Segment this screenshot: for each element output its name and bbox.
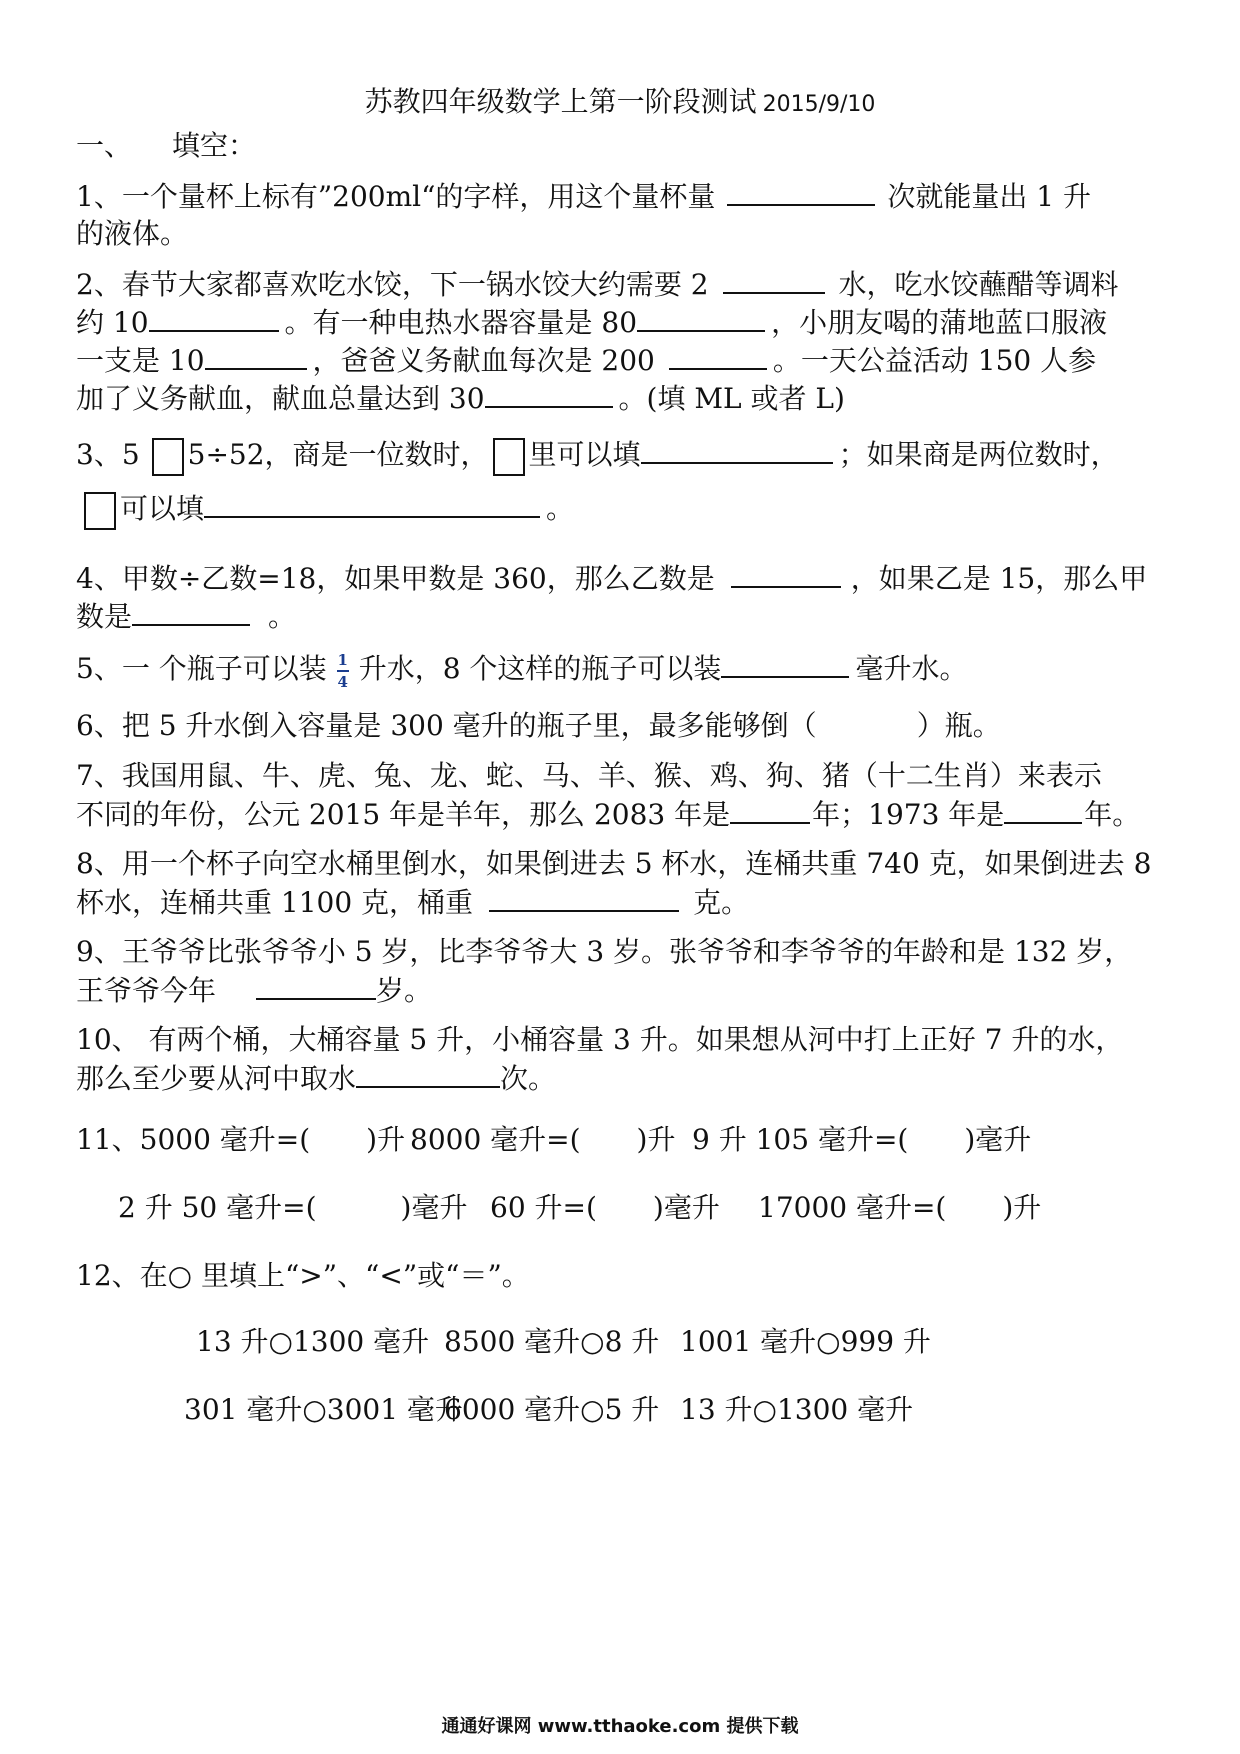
q3-blank-1[interactable]: [641, 434, 833, 464]
fraction-numerator: 1: [337, 650, 348, 669]
q8-text-3: 克。: [693, 886, 750, 919]
q11-item-5: 60 升=( )毫升: [490, 1191, 720, 1224]
q9-text-3: 岁。: [376, 974, 433, 1007]
q8-blank[interactable]: [489, 882, 679, 912]
q3-box-1[interactable]: [152, 438, 184, 476]
footer-source: 通通好课网 www.tthaoke.com 提供下载: [441, 1716, 799, 1737]
q7-text-3: 年；1973 年是: [812, 798, 1005, 831]
question-2-line-2: [76, 302, 1107, 343]
q2-text-9: 加了义务献血，献血总量达到 30: [76, 382, 485, 415]
question-3-line-1: [76, 434, 1119, 476]
q9-text-2: 王爷爷今年: [76, 974, 217, 1007]
q2-text-2: 水，吃水饺蘸醋等调料: [838, 268, 1119, 301]
q3-text-3: 里可以填: [528, 438, 641, 471]
q1-text-3: 的液体。: [76, 217, 189, 250]
section-label: 填空：: [172, 129, 257, 162]
q12-item-3: 1001 毫升○999 升: [680, 1325, 931, 1358]
q12-item-4: 301 毫升○3001 毫升: [184, 1393, 463, 1426]
question-10-line-2: [76, 1058, 556, 1099]
q2-text-7: ，爸爸义务献血每次是 200: [312, 344, 655, 377]
question-9-line-2: [76, 970, 432, 1011]
question-6: [76, 706, 1001, 746]
question-2-line-4: [76, 378, 845, 419]
q10-text-2: 那么至少要从河中取水: [76, 1062, 357, 1095]
question-1-line-2: [76, 214, 188, 254]
q3-text-2: 5÷52，商是一位数时，: [187, 438, 489, 471]
q10-text-3: 次。: [500, 1062, 557, 1095]
question-5: [76, 648, 967, 689]
q8-text: 8、用一个杯子向空水桶里倒水，如果倒进去 5 杯水，连桶共重 740 克，如果倒进去 8: [76, 847, 1152, 880]
q6-text: 6、把 5 升水倒入容量是 300 毫升的瓶子里，最多能够倒（: [76, 709, 817, 742]
q4-text-2: ，如果乙是 15，那么甲: [850, 562, 1148, 595]
page-title: [0, 82, 1240, 125]
q3-box-3[interactable]: [84, 492, 116, 530]
q2-text-3: 约 10: [76, 306, 149, 339]
section-number: 一、: [76, 129, 133, 162]
q5-text: 5、一 个瓶子可以装: [76, 652, 327, 685]
q11-item-3: 9 升 105 毫升=( )毫升: [692, 1123, 1032, 1156]
fraction-one-quarter: [337, 650, 349, 691]
question-7-line-2: [76, 794, 1140, 835]
q2-text: 2、春节大家都喜欢吃水饺，下一锅水饺大约需要 2: [76, 268, 709, 301]
question-8-line-2: [76, 882, 749, 923]
q9-blank[interactable]: [256, 970, 376, 1000]
question-12: 12、在○ 里填上“>”、“<”或“＝”。: [76, 1259, 530, 1292]
q12-item-5: 6000 毫升○5 升: [444, 1393, 660, 1426]
q11-item-4: 2 升 50 毫升=( )毫升: [118, 1191, 468, 1224]
q2-text-10: 。(填 ML 或者 L): [618, 382, 845, 415]
q9-text: 9、王爷爷比张爷爷小 5 岁，比李爷爷大 3 岁。张爷爷和李爷爷的年龄和是 132 岁，: [76, 935, 1133, 968]
q3-blank-2[interactable]: [204, 488, 540, 518]
title-date: 2015/9/10: [762, 92, 876, 117]
q1-text-2: 次就能量出 1 升: [887, 180, 1092, 213]
q2-blank-2[interactable]: [149, 302, 279, 332]
q7-blank-1[interactable]: [730, 794, 810, 824]
q3-box-2[interactable]: [493, 438, 525, 476]
question-4-line-2: [76, 596, 296, 637]
question-2-line-3: [76, 340, 1096, 381]
q10-text: 10、 有两个桶，大桶容量 5 升，小桶容量 3 升。如果想从河中打上正好 7 升的水，: [76, 1023, 1124, 1056]
q2-text-5: ，小朋友喝的蒲地蓝口服液: [771, 306, 1108, 339]
q3-text-4: ；如果商是两位数时，: [838, 438, 1119, 471]
q7-text-4: 年。: [1084, 798, 1141, 831]
q7-text: 7、我国用鼠、牛、虎、兔、龙、蛇、马、羊、猴、鸡、狗、猪（十二生肖）来表示: [76, 759, 1102, 792]
fraction-bar: [337, 670, 349, 672]
q6-text-2: ）瓶。: [916, 709, 1001, 742]
q4-text-3: 数是: [76, 600, 133, 633]
q2-blank-6[interactable]: [485, 378, 613, 408]
q4-text-4: 。: [268, 600, 297, 633]
section-heading: [76, 126, 256, 166]
q11-item-2: 8000 毫升=( )升: [410, 1123, 676, 1156]
q7-blank-2[interactable]: [1004, 794, 1082, 824]
q3-text-5: 可以填: [120, 492, 205, 525]
question-8-line-1: [76, 844, 1151, 884]
q4-text: 4、甲数÷乙数=18，如果甲数是 360，那么乙数是: [76, 562, 715, 595]
q2-text-8: 。一天公益活动 150 人参: [772, 344, 1097, 377]
q4-blank-1[interactable]: [731, 558, 841, 588]
q2-blank-5[interactable]: [669, 340, 767, 370]
question-10-line-1: [76, 1020, 1123, 1060]
q8-text-2: 杯水，连桶共重 1100 克，桶重: [76, 886, 474, 919]
question-2-line-1: [76, 264, 1119, 305]
q12-item-2: 8500 毫升○8 升: [444, 1325, 660, 1358]
q2-blank-3[interactable]: [637, 302, 765, 332]
question-3-line-2: [76, 488, 574, 530]
question-1-line-1: [76, 176, 1091, 217]
q1-text: 1、一个量杯上标有”200ml“的字样，用这个量杯量: [76, 180, 716, 213]
fraction-denominator: 4: [337, 672, 348, 691]
q2-blank-4[interactable]: [205, 340, 307, 370]
q2-text-4: 。有一种电热水器容量是 80: [284, 306, 638, 339]
q5-text-2: 升水，8 个这样的瓶子可以装: [358, 652, 722, 685]
q1-blank[interactable]: [727, 176, 875, 206]
q2-text-6: 一支是 10: [76, 344, 205, 377]
q3-text-6: 。: [546, 492, 575, 525]
q3-text: 3、5: [76, 438, 140, 471]
q5-blank[interactable]: [721, 648, 849, 678]
question-9-line-1: [76, 932, 1132, 972]
q12-item-6: 13 升○1300 毫升: [680, 1393, 914, 1426]
q5-text-3: 毫升水。: [855, 652, 968, 685]
q4-blank-2[interactable]: [132, 596, 250, 626]
q12-item-1: 13 升○1300 毫升: [196, 1325, 430, 1358]
q11-item-1: 11、5000 毫升=( )升: [76, 1123, 406, 1156]
question-7-line-1: [76, 756, 1102, 796]
q11-item-6: 17000 毫升=( )升: [758, 1191, 1042, 1224]
question-4-line-1: [76, 558, 1147, 599]
q10-blank[interactable]: [356, 1058, 500, 1088]
title-text: 苏教四年级数学上第一阶段测试: [364, 85, 757, 118]
q2-blank-1[interactable]: [723, 264, 825, 294]
q7-text-2: 不同的年份，公元 2015 年是羊年，那么 2083 年是: [76, 798, 731, 831]
